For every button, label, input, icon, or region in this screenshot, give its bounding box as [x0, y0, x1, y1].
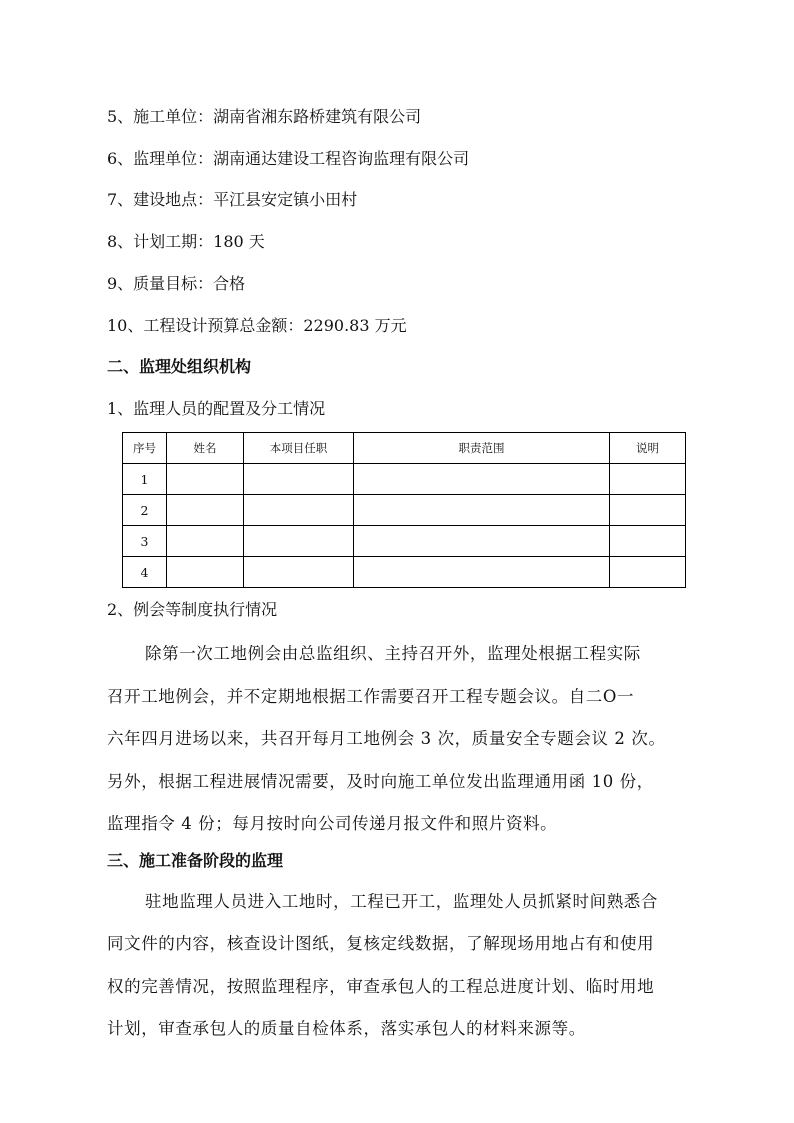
- table-cell: [167, 526, 244, 557]
- meeting-paragraph-line: 监理指令 4 份；每月按时向公司传递月报文件和照片资料。: [107, 814, 558, 833]
- table-header-cell: 本项目任职: [244, 433, 354, 464]
- section-2-subheading-1: 1、监理人员的配置及分工情况: [107, 399, 326, 418]
- row-number-cell: 1: [123, 464, 167, 495]
- table-cell: [244, 464, 354, 495]
- table-cell: [610, 495, 686, 526]
- preparation-paragraph-line: 计划，审查承包人的质量自检体系，落实承包人的材料来源等。: [107, 1019, 586, 1038]
- row-number-cell: 2: [123, 495, 167, 526]
- table-cell: [167, 495, 244, 526]
- table-cell: [244, 495, 354, 526]
- table-cell: [167, 557, 244, 588]
- table-row: [123, 526, 686, 557]
- table-cell: [167, 464, 244, 495]
- table-cell: [610, 464, 686, 495]
- info-line-schedule: 8、计划工期：180 天: [107, 232, 265, 251]
- meeting-paragraph-line: 六年四月进场以来，共召开每月工地例会 3 次，质量安全专题会议 2 次。: [107, 729, 666, 748]
- table-row: [123, 464, 686, 495]
- table-header-cell: 姓名: [167, 433, 244, 464]
- row-number-cell: 3: [123, 526, 167, 557]
- table-cell: [610, 526, 686, 557]
- info-line-location: 7、建设地点：平江县安定镇小田村: [107, 190, 358, 209]
- table-header-cell: 职责范围: [354, 433, 610, 464]
- info-line-construction-unit: 5、施工单位：湖南省湘东路桥建筑有限公司: [107, 107, 422, 126]
- meeting-paragraph-line: 召开工地例会，并不定期地根据工作需要召开工程专题会议。自二O一: [107, 687, 635, 706]
- info-line-quality-target: 9、质量目标：合格: [107, 274, 246, 293]
- table-cell: [244, 526, 354, 557]
- table-cell: [244, 557, 354, 588]
- staff-table: [122, 432, 686, 588]
- meeting-paragraph-line: 另外，根据工程进展情况需要，及时向施工单位发出监理通用函 10 份，: [107, 772, 654, 791]
- section-3-heading: 三、施工准备阶段的监理: [107, 851, 284, 870]
- section-2-heading: 二、监理处组织机构: [107, 357, 252, 376]
- table-header-cell: 说明: [610, 433, 686, 464]
- meeting-paragraph-line: 除第一次工地例会由总监组织、主持召开外，监理处根据工程实际: [145, 644, 641, 663]
- table-cell: [354, 495, 610, 526]
- table-cell: [354, 557, 610, 588]
- row-number-cell: 4: [123, 557, 167, 588]
- preparation-paragraph-line: 驻地监理人员进入工地时，工程已开工，监理处人员抓紧时间熟悉合: [145, 892, 658, 911]
- preparation-paragraph-line: 同文件的内容，核查设计图纸，复核定线数据，了解现场用地占有和使用: [107, 934, 655, 953]
- table-row: [123, 557, 686, 588]
- table-cell: [610, 557, 686, 588]
- table-row: [123, 495, 686, 526]
- preparation-paragraph-line: 权的完善情况，按照监理程序，审查承包人的工程总进度计划、临时用地: [107, 977, 655, 996]
- table-header-row: [123, 433, 686, 464]
- table-cell: [354, 526, 610, 557]
- table-cell: [354, 464, 610, 495]
- section-2-subheading-2: 2、例会等制度执行情况: [107, 600, 278, 619]
- info-line-budget: 10、工程设计预算总金额：2290.83 万元: [107, 316, 407, 335]
- table-header-cell: 序号: [123, 433, 167, 464]
- info-line-supervision-unit: 6、监理单位：湖南通达建设工程咨询监理有限公司: [107, 149, 470, 168]
